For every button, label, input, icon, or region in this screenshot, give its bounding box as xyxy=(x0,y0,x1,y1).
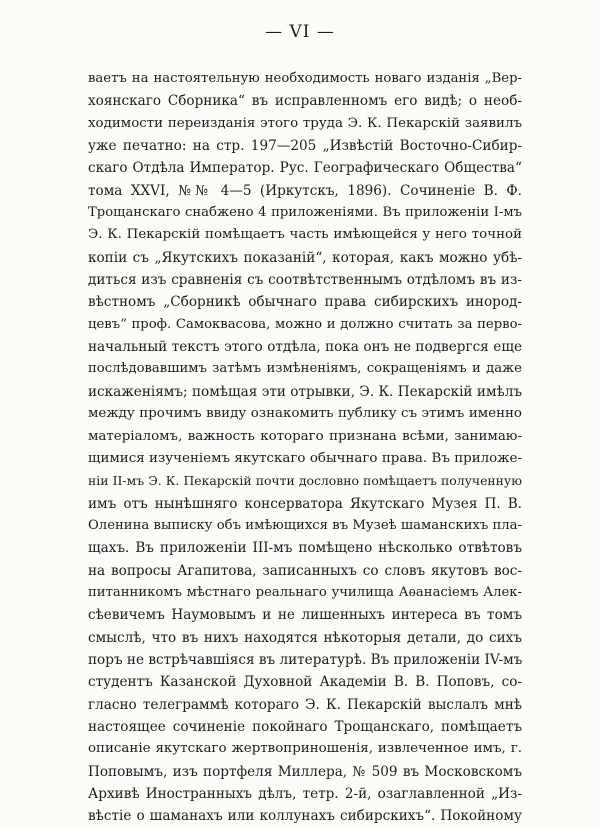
text-line: Поповымъ, изъ портфеля Миллера, № 509 въ Московскомъ xyxy=(88,763,522,780)
text-line: щахъ. Въ приложеніи III-мъ помѣщено нѣсколько отвѣтовъ xyxy=(88,540,522,557)
text-line: между прочимъ ввиду ознакомить публику съ этимъ именно xyxy=(88,406,522,422)
text-line: хоянскаго Сборника“ въ исправленномъ его видѣ; о необ- xyxy=(88,93,522,110)
text-line: Э. К. Пекарскій помѣщаетъ часть имѣющейся у него точной xyxy=(88,227,522,243)
text-line: поръ не встрѣчавшіяся въ литературѣ. Въ приложеніи IV-мъ xyxy=(88,651,522,668)
text-line: Оленина выписку объ имѣющихся въ Музеѣ шаманскихъ пла- xyxy=(88,517,522,533)
text-line: ваетъ на настоятельную необходимость новаго изданія „Вер- xyxy=(88,71,522,86)
text-line: тома XXVI, №№ 4—5 (Иркутскъ, 1896). Сочиненіе В. Ф. xyxy=(88,182,522,199)
text-line: Архивѣ Иностранныхъ дѣлъ, тетр. 2-й, озаглавленной „Из- xyxy=(88,786,522,802)
text-line: на вопросы Агапитова, записанныхъ со словъ якутовъ вос- xyxy=(88,562,522,579)
text-line: скаго Отдѣла Император. Рус. Географическаго Общества“ xyxy=(88,160,522,177)
text-line: уже печатно: на стр. 197—205 „Извѣстій Восточно-Сибир- xyxy=(88,138,522,155)
text-line: Трощанскаго снабжено 4 приложеніями. Въ приложеніи I-мъ xyxy=(88,205,522,221)
text-line: студентъ Казанской Духовной Академіи В. В. Поповъ, со- xyxy=(88,674,522,691)
text-line: ніи II-мъ Э. К. Пекарскій почти дословно помѣщаетъ полученную xyxy=(88,473,522,489)
text-line: щимися изученіемъ якутскаго обычнаго права. Въ приложе- xyxy=(88,450,522,466)
text-line: ходимости переизданія этого труда Э. К. Пекарскій заявилъ xyxy=(88,115,522,131)
text-line: вѣстномъ „Сборникѣ обычнаго права сибирскихъ инород- xyxy=(88,294,522,311)
text-line: гласно телеграммѣ котораго Э. К. Пекарскій выслалъ мнѣ xyxy=(88,696,522,713)
text-line: описаніе якутскаго жертвоприношенія, извлеченное имъ, г. xyxy=(88,741,522,757)
body-text xyxy=(88,68,522,828)
text-line: вѣстіе о шаманахъ или коллунахъ сибирскихъ“. Покойному xyxy=(88,808,522,825)
text-line: настоящее сочиненіе покойнаго Трощанскаго, помѣщаетъ xyxy=(88,718,522,735)
text-line: послѣдовавшимъ затѣмъ измѣненіямъ, сокращеніямъ и даже xyxy=(88,361,522,377)
text-line: сѣевичемъ Наумовымъ и не лишенныхъ интереса въ томъ xyxy=(88,607,522,624)
text-line: имъ отъ нынѣшняго консерватора Якутскаго Музея П. В. xyxy=(88,495,522,512)
page-number: — VI — xyxy=(265,22,335,42)
text-line: питанникомъ мѣстнаго реальнаго училища Аѳанасіемъ Алек- xyxy=(88,584,522,600)
text-line: смыслѣ, что въ нихъ находятся нѣкоторыя детали, до сихъ xyxy=(88,629,522,646)
text-line: диться изъ сравненія съ соотвѣтственнымъ отдѣломъ въ из- xyxy=(88,272,522,289)
text-line: копіи съ „Якутскихъ показаній“, которая, какъ можно убѣ- xyxy=(88,249,522,266)
text-line: матеріаломъ, важность котораго признана всѣми, занимаю- xyxy=(88,428,522,444)
text-line: начальный текстъ этого отдѣла, пока онъ не подвергся еще xyxy=(88,339,522,356)
text-line: искаженіямъ; помѣщая эти отрывки, Э. К. Пекарскій имѣлъ xyxy=(88,383,522,400)
text-line: цевъ“ проф. Самоквасова, можно и должно считать за перво- xyxy=(88,316,522,332)
